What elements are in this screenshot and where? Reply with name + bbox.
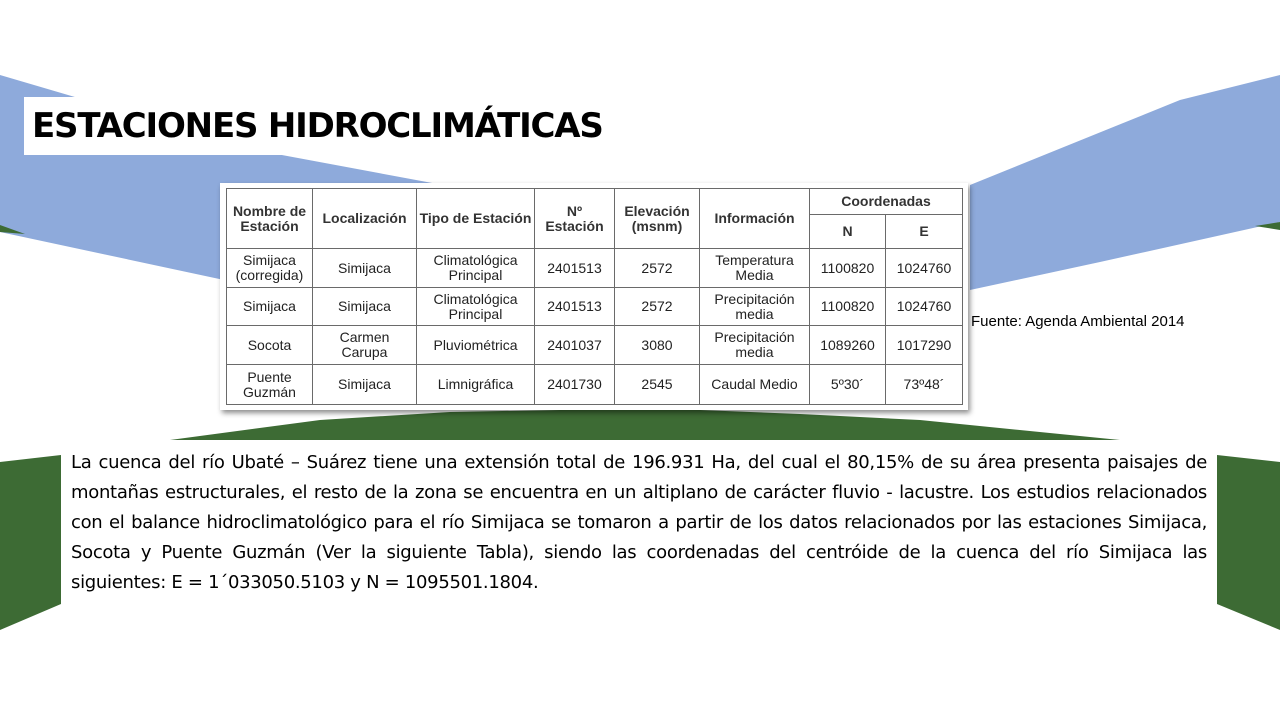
table-cell: 3080	[615, 326, 700, 365]
table-cell: 2401513	[535, 288, 615, 326]
table-row	[227, 326, 963, 365]
table-cell: 5º30´	[810, 365, 886, 405]
table-cell: Puente Guzmán	[227, 365, 313, 405]
header-coordenadas: Coordenadas	[810, 189, 963, 215]
table-cell: Pluviométrica	[417, 326, 535, 365]
table-cell: Climatológica Principal	[417, 249, 535, 288]
table-cell: Simijaca (corregida)	[227, 249, 313, 288]
table-row	[227, 288, 963, 326]
stations-table	[226, 188, 963, 405]
table-cell: 1024760	[886, 288, 963, 326]
table-cell: Precipitación media	[700, 288, 810, 326]
green-band-left	[0, 455, 61, 630]
table-cell: Caudal Medio	[700, 365, 810, 405]
table-cell: Carmen Carupa	[313, 326, 417, 365]
table-cell: Temperatura Media	[700, 249, 810, 288]
table-cell: 2401037	[535, 326, 615, 365]
header-elevacion: Elevación (msnm)	[615, 189, 700, 249]
blue-band-right	[970, 75, 1280, 290]
header-informacion: Información	[700, 189, 810, 249]
table-cell: Simijaca	[313, 249, 417, 288]
table-cell: Simijaca	[227, 288, 313, 326]
table-cell: 73º48´	[886, 365, 963, 405]
green-band-right	[1217, 455, 1280, 630]
table-row	[227, 249, 963, 288]
table-cell: 1024760	[886, 249, 963, 288]
header-e: E	[886, 215, 963, 249]
table-cell: 2572	[615, 288, 700, 326]
table-cell: Socota	[227, 326, 313, 365]
header-tipo: Tipo de Estación	[417, 189, 535, 249]
source-caption: Fuente: Agenda Ambiental 2014	[971, 313, 1185, 330]
stations-table-image	[220, 183, 968, 410]
header-n: N	[810, 215, 886, 249]
table-cell: 1089260	[810, 326, 886, 365]
header-numero: Nº Estación	[535, 189, 615, 249]
table-cell: 2572	[615, 249, 700, 288]
header-nombre: Nombre de Estación	[227, 189, 313, 249]
title-box	[24, 97, 611, 155]
table-cell: 2545	[615, 365, 700, 405]
description-paragraph: La cuenca del río Ubaté – Suárez tiene una extensión total de 196.931 Ha, del cual el 80,15% de su área presenta paisajes de montañas estructurales, el resto de la zona se encuentra en un altiplano de carácter fluvio - lacustre. Los estudios relacionados con el balance hidroclimatológico para el río Simijaca se tomaron a partir de los datos relacionados por las estaciones Simijaca, Socota y Puente Guzmán (Ver la siguiente Tabla), siendo las coordenadas del centróide de la cuenca del río Simijaca las siguientes: E = 1´033050.5103 y N = 1095501.1804.	[71, 452, 1207, 593]
table-cell: Simijaca	[313, 365, 417, 405]
table-cell: Limnigráfica	[417, 365, 535, 405]
header-localizacion: Localización	[313, 189, 417, 249]
table-cell: Precipitación media	[700, 326, 810, 365]
green-band-top-center	[170, 410, 1120, 440]
table-cell: 1100820	[810, 288, 886, 326]
table-cell: 1100820	[810, 249, 886, 288]
slide-title: ESTACIONES HIDROCLIMÁTICAS	[32, 106, 603, 146]
table-row	[227, 365, 963, 405]
table-cell: Climatológica Principal	[417, 288, 535, 326]
table-cell: 1017290	[886, 326, 963, 365]
table-cell: 2401730	[535, 365, 615, 405]
table-cell: 2401513	[535, 249, 615, 288]
table-cell: Simijaca	[313, 288, 417, 326]
description-box	[61, 440, 1217, 603]
